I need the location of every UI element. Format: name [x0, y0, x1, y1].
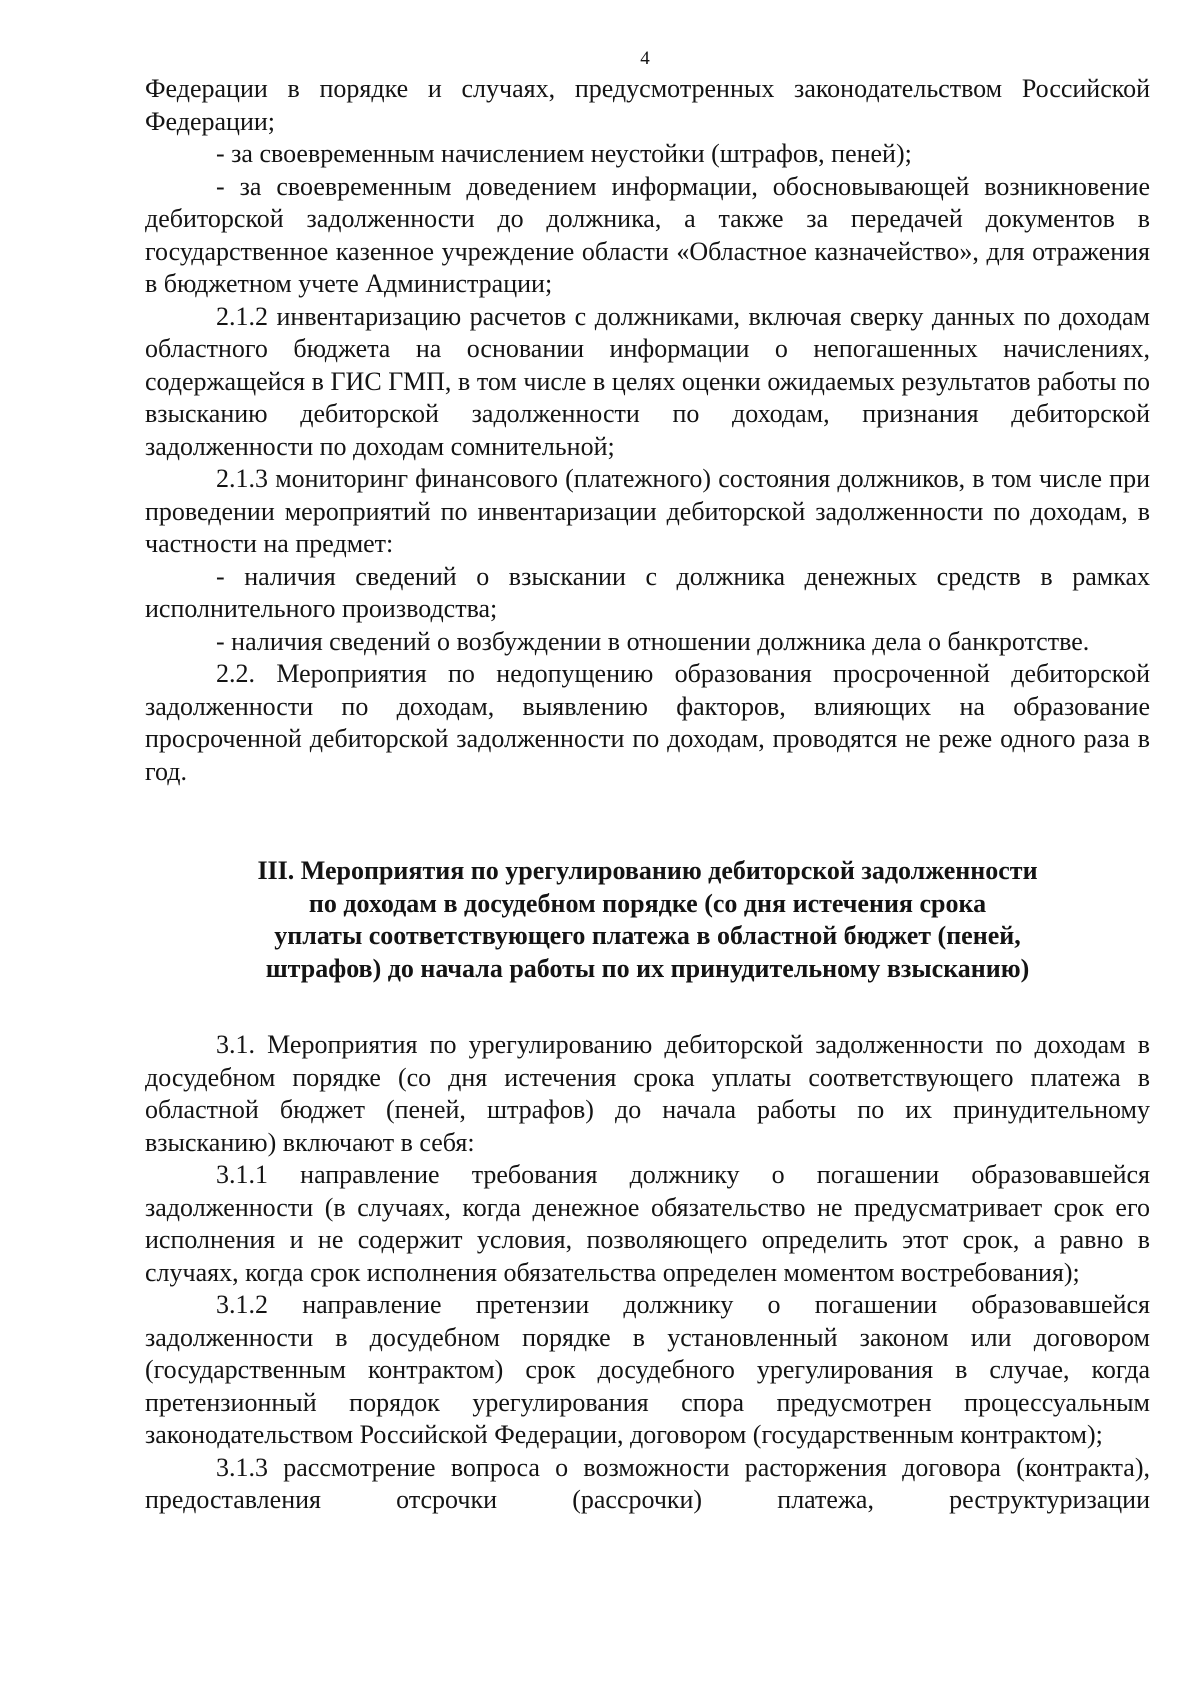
paragraph-2-1-2: 2.1.2 инвентаризацию расчетов с должниками, включая сверку данных по доходам областного бюджета на основании информации о непогашенных начислениях, содержащейся в ГИС ГМП, в том числе в целях оценки ожидаемых результатов работы по взысканию дебиторской задолженности по доходам, признания дебиторской задолженности по доходам сомнительной; — [145, 301, 1150, 461]
section-3-heading — [145, 855, 1150, 985]
paragraph-2-2: 2.2. Мероприятия по недопущению образования просроченной дебиторской задолженности по доходам, выявлению факторов, влияющих на образование просроченной дебиторской задолженности по доходам, проводятся не реже одного раза в год. — [145, 659, 1150, 786]
heading-line: уплаты соответствующего платежа в областной бюджет (пеней, — [274, 921, 1021, 950]
paragraph-3-1-3: 3.1.3 рассмотрение вопроса о возможности расторжения договора (контракта), предоставления отсрочки (рассрочки) платежа, реструктуризации — [145, 1452, 1150, 1514]
heading-line: по доходам в досудебном порядке (со дня истечения срока — [308, 888, 987, 918]
section-3-body — [145, 1029, 1150, 1517]
paragraph-penalty-accrual: - за своевременным начислением неустойки (штрафов, пеней); — [216, 139, 912, 168]
paragraph-bankruptcy-info: - наличия сведений о возбуждении в отношении должника дела о банкротстве. — [216, 626, 1090, 656]
paragraph-2-1-3: 2.1.3 мониторинг финансового (платежного) состояния должников, в том числе при проведении мероприятий по инвентаризации дебиторской задолженности по доходам, в частности на предмет: — [145, 464, 1150, 558]
paragraph-3-1-2: 3.1.2 направление претензии должнику о погашении образовавшейся задолженности в досудебном порядке в установленный законом или договором (государственным контрактом) срок досудебного урегулирования в случае, когда претензионный порядок урегулирования спора предусмотрен процессуальным законодательством Российской Федерации, договором (государственным контрактом); — [145, 1290, 1150, 1449]
paragraph-3-1-1: 3.1.1 направление требования должнику о погашении образовавшейся задолженности (в случаях, когда денежное обязательство не предусматривает срок его исполнения и не содержит условия, позволяющего определить этот срок, а равно в случаях, когда срок исполнения обязательства определен моментом востребования); — [145, 1160, 1150, 1287]
paragraph-enforcement-info: - наличия сведений о взыскании с должника денежных средств в рамках исполнительного производства; — [145, 561, 1150, 623]
heading-line: III. Мероприятия по урегулированию дебиторской задолженности — [257, 856, 1038, 885]
page-number: 4 — [640, 48, 650, 69]
heading-line: штрафов) до начала работы по их принудительному взысканию) — [265, 953, 1030, 983]
paragraph-information-delivery: - за своевременным доведением информации, обосновывающей возникновение дебиторской задолженности до должника, а также за передачей документов в государственное казенное учреждение области «Областное казначейство», для отражения в бюджетном учете Администрации; — [145, 171, 1150, 298]
paragraph-3-1: 3.1. Мероприятия по урегулированию дебиторской задолженности по доходам в досудебном порядке (со дня истечения срока уплаты соответствующего платежа в областной бюджет (пеней, штрафов) до начала работы по их принудительному взысканию) включают в себя: — [145, 1030, 1150, 1157]
paragraph-federation: Федерации в порядке и случаях, предусмотренных законодательством Российской Федерации; — [145, 74, 1150, 136]
section-2-continued — [145, 73, 1150, 788]
